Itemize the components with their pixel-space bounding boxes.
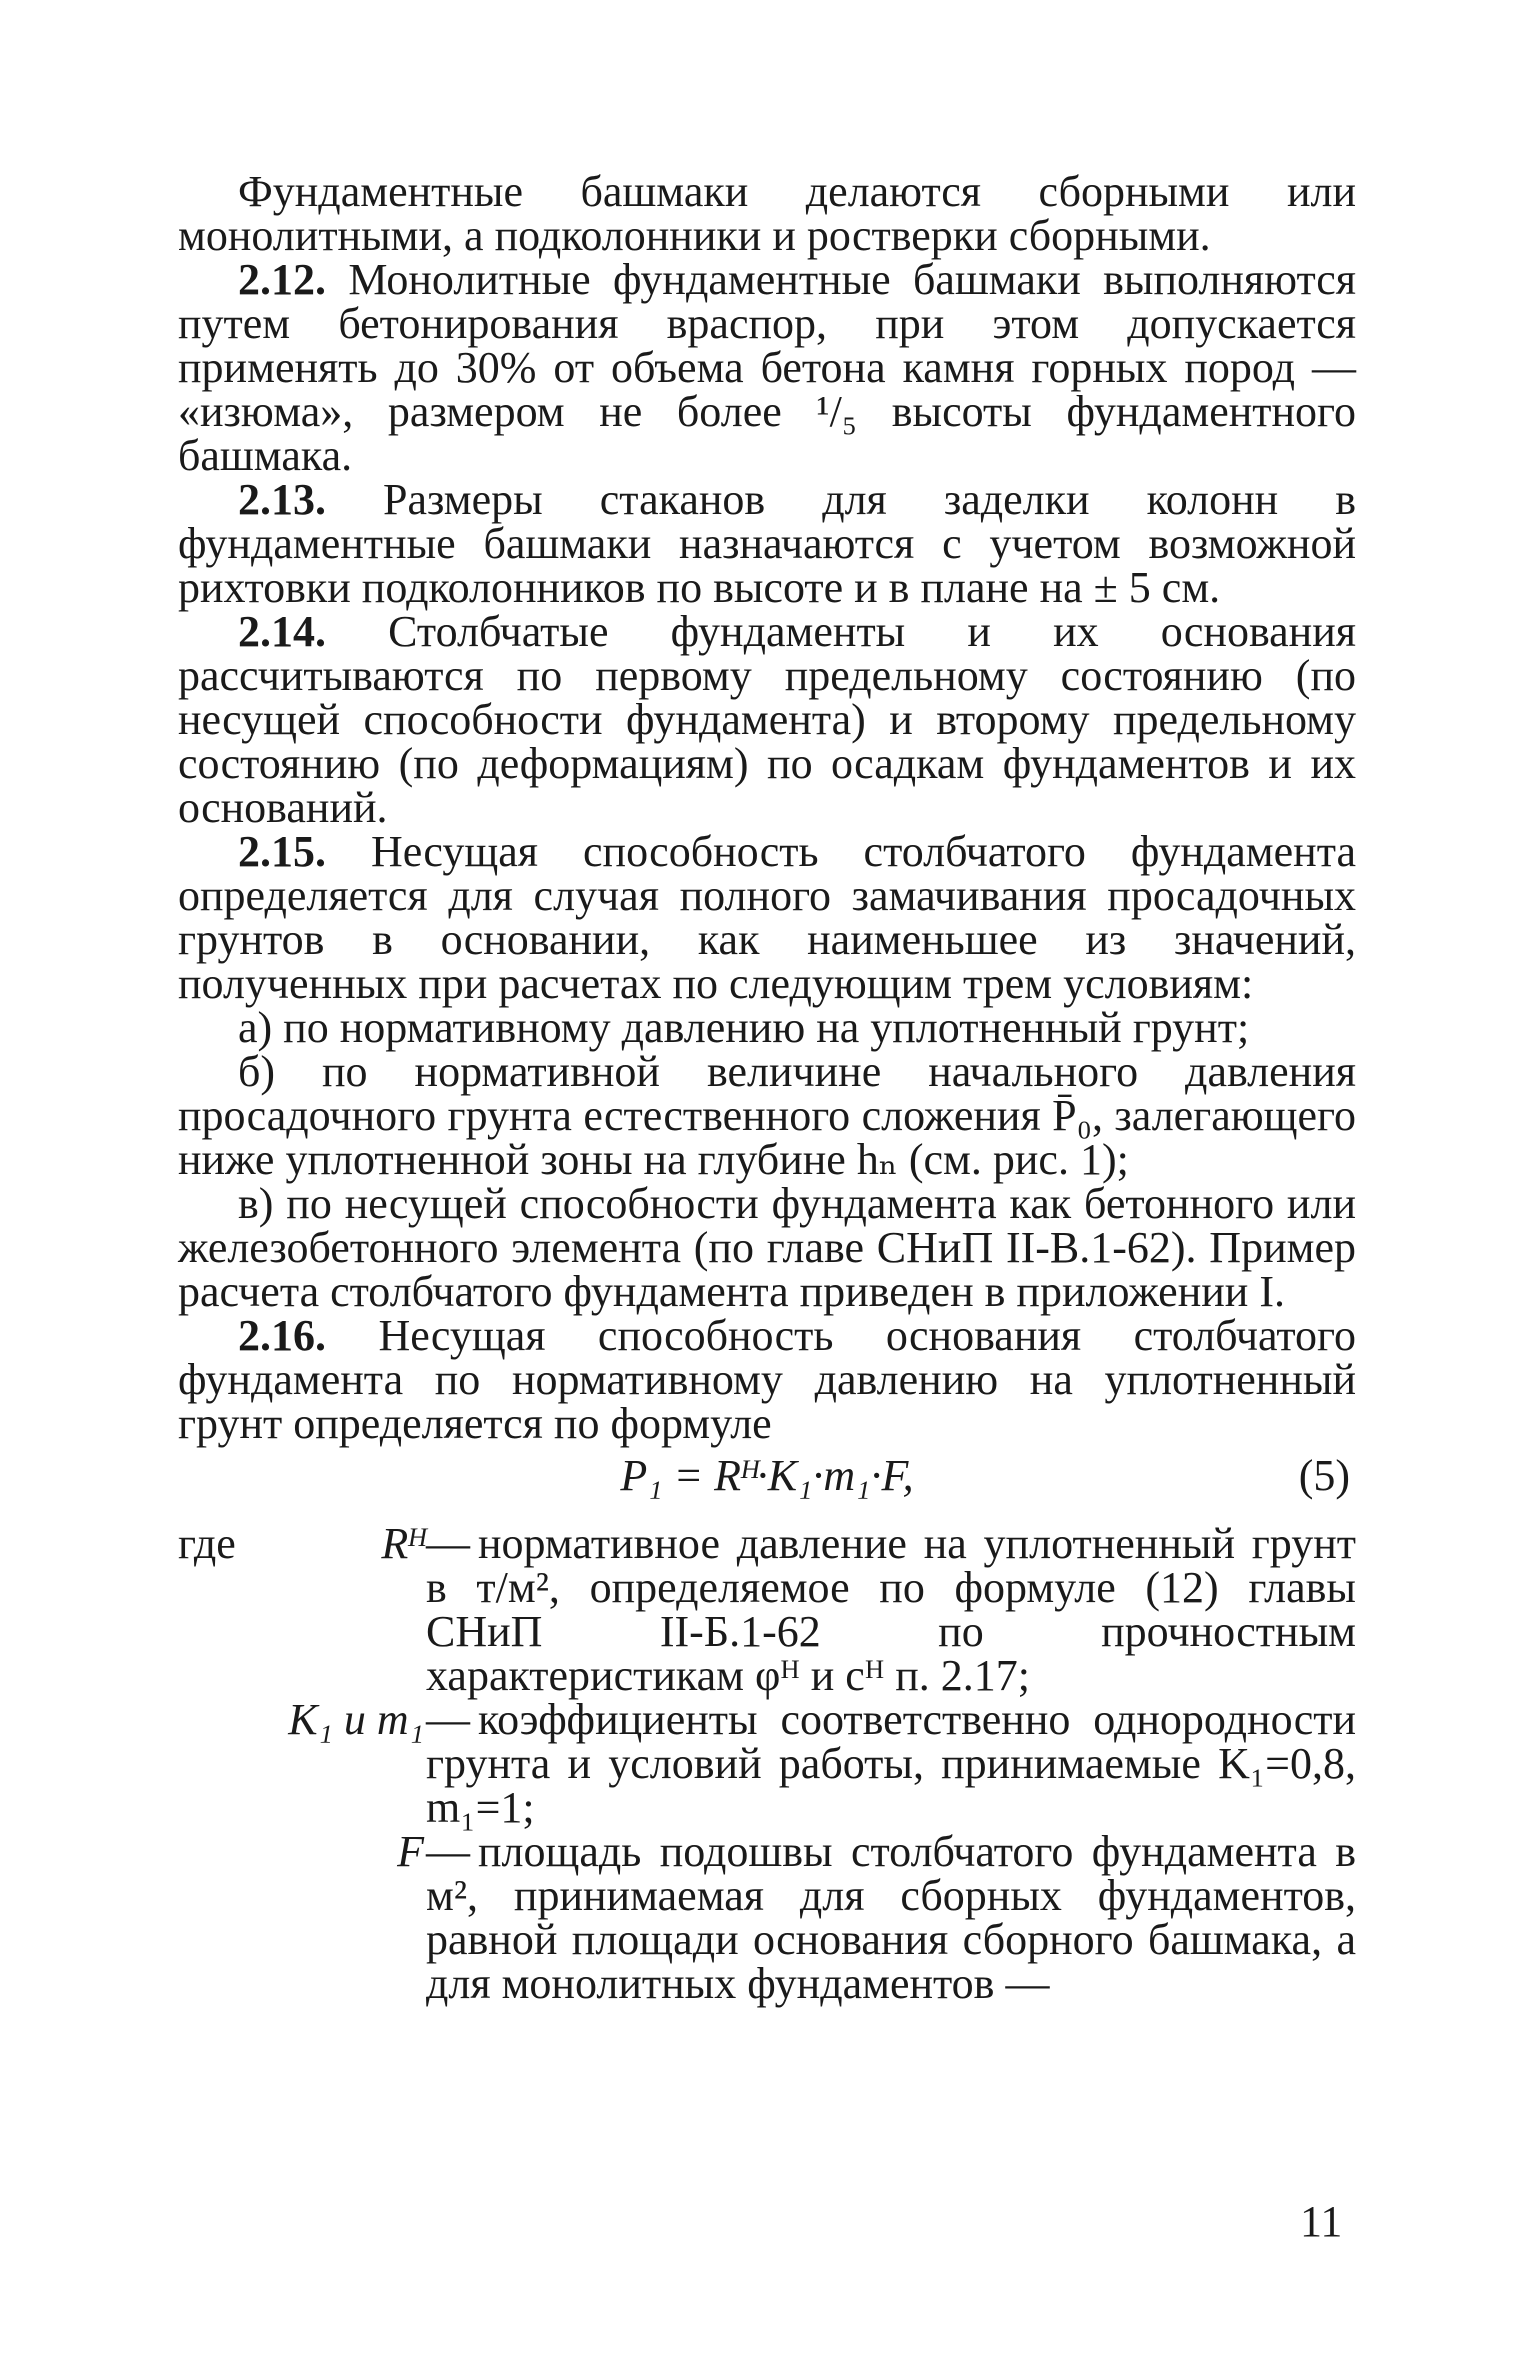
paragraph-text: Несущая способность основания столбчатого фундамента по нормативному давлению на уплотненный грунт определяется по формуле: [178, 1311, 1357, 1448]
definition-text-wrap: [426, 1519, 1356, 1700]
definitions-list: [178, 1519, 1356, 2008]
definition-item: [178, 1695, 1356, 1832]
list-item-a: [178, 1003, 1356, 1052]
list-item-v: [178, 1179, 1356, 1316]
definition-item: [178, 1827, 1356, 2008]
definition-text: площадь подошвы столбчатого фундамента в м², принимаемая для сборных фундаментов, равной площади основания сборного башмака, а для монолитных фундаментов —: [426, 1827, 1356, 2008]
paragraph-2-15: [178, 827, 1357, 1008]
paragraph-text: а) по нормативному давлению на уплотненный грунт;: [238, 1003, 1250, 1052]
paragraph-text: Монолитные фундаментные башмаки выполняются путем бетонирования враспор, при этом допускается применять до 30% от объема бетона камня горных пород — «изюма», размером не более ¹/₅ высоты фундаментного башмака.: [178, 255, 1356, 480]
definition-symbol: F: [397, 1827, 424, 1876]
formula-number: (5): [1298, 1451, 1350, 1500]
formula: P₁ = Rᴴ·K₁·m₁·F,: [620, 1451, 914, 1500]
definition-text: нормативное давление на уплотненный грунт в т/м², определяемое по формуле (12) главы СНиП II-Б.1-62 по прочностным характеристикам φᴴ и cᴴ п. 2.17;: [426, 1519, 1356, 1700]
paragraph-text: Несущая способность столбчатого фундамента определяется для случая полного замачивания просадочных грунтов в основании, как наименьшее из значений, полученных при расчетах по следующим трем условиям:: [178, 827, 1357, 1008]
em-dash: —: [426, 1519, 470, 1568]
paragraph-number: 2.14.: [238, 607, 326, 656]
paragraph-2-14: [178, 607, 1356, 832]
definition-text: коэффициенты соответственно однородности грунта и условий работы, принимаемые K₁=0,8, m₁=1;: [426, 1695, 1356, 1832]
paragraph-2-16: [178, 1311, 1357, 1448]
list-item-b: [178, 1047, 1356, 1184]
paragraph-text: в) по несущей способности фундамента как бетонного или железобетонного элемента (по главе СНиП II-В.1-62). Пример расчета столбчатого фундамента приведен в приложении I.: [178, 1179, 1356, 1316]
paragraph-text: Размеры стаканов для заделки колонн в фундаментные башмаки назначаются с учетом возможной рихтовки подколонников по высоте и в плане на ± 5 см.: [178, 475, 1356, 612]
definition-item: [178, 1519, 1356, 1700]
definition-text-wrap: [426, 1827, 1356, 2008]
paragraph-text: Фундаментные башмаки делаются сборными или монолитными, а подколонники и ростверки сборными.: [178, 167, 1356, 260]
definition-symbol: K₁ и m₁: [288, 1695, 424, 1744]
paragraph-number: 2.12.: [238, 255, 326, 304]
paragraph-2-13: [178, 475, 1356, 612]
definition-symbol: Rᴴ: [381, 1519, 424, 1568]
page-number: 11: [1300, 2197, 1343, 2246]
paragraph-number: 2.15.: [238, 827, 326, 876]
paragraph-number: 2.16.: [238, 1311, 326, 1360]
em-dash: —: [426, 1695, 470, 1744]
paragraph-text: Столбчатые фундаменты и их основания рассчитываются по первому предельному состоянию (по несущей способности фундамента) и второму предельному состоянию (по деформациям) по осадкам фундаментов и их оснований.: [178, 607, 1356, 832]
paragraph-number: 2.13.: [238, 475, 326, 524]
formula-row: [178, 1451, 1356, 1514]
paragraph-2-12: [178, 255, 1356, 480]
page-body: [178, 167, 1357, 2008]
paragraph-intro: [178, 167, 1356, 260]
paragraph-text: б) по нормативной величине начального давления просадочного грунта естественного сложения P̄₀, залегающего ниже уплотненной зоны на глубине hₙ (см. рис. 1);: [178, 1047, 1356, 1184]
where-label: где: [178, 1519, 236, 1568]
em-dash: —: [426, 1827, 470, 1876]
definition-text-wrap: [426, 1695, 1356, 1832]
